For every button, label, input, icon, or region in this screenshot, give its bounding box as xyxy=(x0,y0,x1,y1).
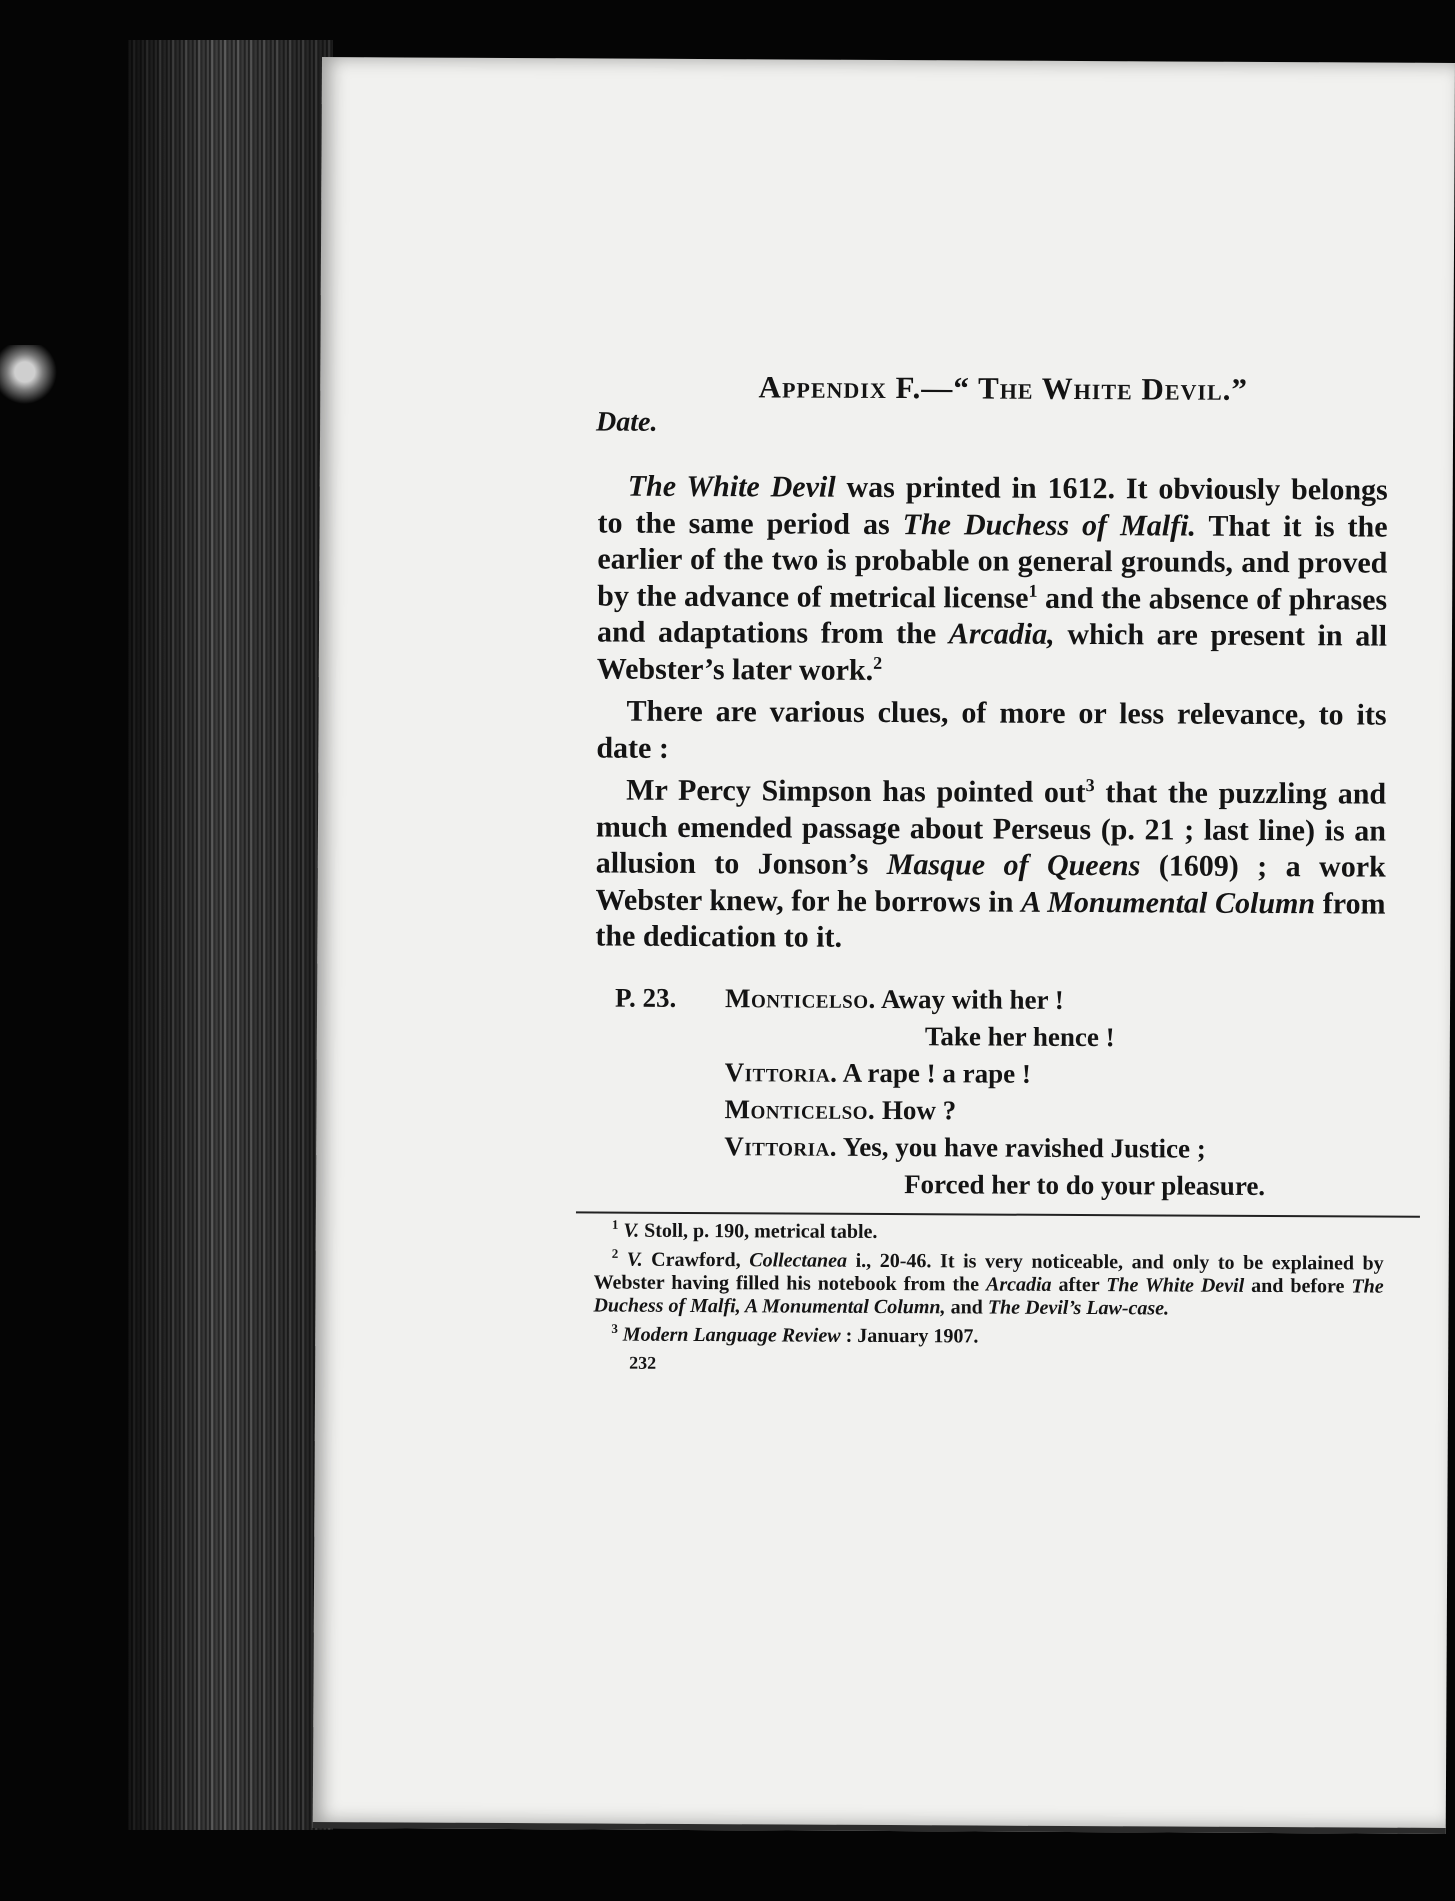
paragraph-1 xyxy=(597,468,1388,691)
verse-text: Forced her to do your pleasure. xyxy=(904,1168,1266,1201)
text-run: was printed in 1612. It obviously belongs to the same period as xyxy=(597,470,1388,541)
footnote-3 xyxy=(593,1320,1383,1350)
work-title: Arcadia, xyxy=(948,617,1055,651)
work-title: The Duchess of Malfi, A Monumental Column, xyxy=(593,1274,1384,1318)
work-title: The White Devil xyxy=(627,469,836,504)
text-run: i., 20-46. It is very noticeable, and only to be explained by Webster having filled his notebook from the xyxy=(593,1249,1384,1296)
speaker-name: Vittoria. xyxy=(724,1130,838,1162)
work-title: Masque of Queens xyxy=(886,848,1141,883)
verse-line xyxy=(595,979,1385,1020)
text-run: that the puzzling and much emended passage about Perseus (p. 21 ; last line) is an allusion to Jonson’s xyxy=(595,776,1387,882)
work-title: A Monumental Column xyxy=(1021,885,1316,920)
book-edge-shadow xyxy=(128,40,333,1830)
footnote-2 xyxy=(593,1245,1384,1321)
appendix-label: Appendix F.— xyxy=(758,369,954,406)
verse-line xyxy=(595,1016,1385,1057)
footnote-1 xyxy=(594,1216,1384,1246)
work-title: The Devil’s Law-case. xyxy=(987,1296,1170,1319)
footnote-ref-3: 3 xyxy=(1085,775,1095,796)
footnote-mark: 3 xyxy=(611,1320,618,1336)
footnote-ref-2: 2 xyxy=(873,652,883,673)
footnote-divider xyxy=(576,1211,1420,1217)
appendix-title: “ The White Devil.” xyxy=(953,370,1249,407)
text-run: V. xyxy=(623,1219,640,1242)
text-run: and the absence of phrases and adaptations from the xyxy=(596,581,1388,651)
text-run: which are present in all Webster’s later work. xyxy=(596,617,1388,687)
text-run: and xyxy=(945,1295,988,1319)
verse-text: Away with her ! xyxy=(875,983,1064,1015)
verse-line xyxy=(594,1090,1384,1131)
text-run: and before xyxy=(1244,1274,1352,1297)
text-run: That it is the earlier of the two is probable on general grounds, and proved by the advance of metrical license xyxy=(597,509,1388,615)
verse-line xyxy=(594,1127,1384,1168)
text-run: Crawford, xyxy=(642,1248,750,1271)
work-title: Collectanea xyxy=(749,1248,848,1272)
text-run: : January 1907. xyxy=(840,1324,979,1347)
section-heading: Date. xyxy=(596,406,658,438)
verse-text: Take her hence ! xyxy=(924,1020,1115,1052)
footnotes xyxy=(593,1216,1384,1350)
page-reference: P. 23. xyxy=(615,982,677,1013)
work-title: The White Devil xyxy=(1106,1273,1245,1297)
verse-text: A rape ! a rape ! xyxy=(837,1057,1032,1089)
verse-line xyxy=(594,1164,1384,1205)
work-title: Modern Language Review xyxy=(622,1323,841,1347)
work-title: The Duchess of Malfi. xyxy=(902,507,1197,543)
footnote-mark: 1 xyxy=(611,1216,619,1232)
speaker-name: Monticelso. xyxy=(724,1093,876,1125)
speaker-name: Monticelso. xyxy=(725,982,876,1014)
text-run: from the dedication to it. xyxy=(595,886,1386,954)
verse-quotation xyxy=(594,979,1385,1205)
scan-artifact xyxy=(0,345,62,405)
appendix-heading xyxy=(618,369,1388,409)
page-number: 232 xyxy=(629,1352,657,1373)
text-run: (1609) ; a work Webster knew, for he borrows in xyxy=(595,849,1386,919)
footnote-mark: 2 xyxy=(611,1245,619,1261)
work-title: Arcadia xyxy=(985,1273,1052,1296)
text-run: after xyxy=(1051,1273,1107,1296)
verse-text: Yes, you have ravished Justice ; xyxy=(836,1131,1206,1164)
verse-line xyxy=(595,1053,1385,1094)
paragraph-3 xyxy=(595,772,1386,959)
page-content xyxy=(593,368,1388,1377)
text-run: V. xyxy=(626,1248,643,1271)
book-page xyxy=(313,57,1455,1834)
text-run: Mr Percy Simpson has pointed out xyxy=(626,773,1086,810)
paragraph-2: There are various clues, of more or less relevance, to its date : xyxy=(596,694,1387,765)
text-run: Stoll, p. 190, metrical table. xyxy=(639,1219,878,1243)
footnote-ref-1: 1 xyxy=(1028,580,1038,601)
speaker-name: Vittoria. xyxy=(724,1056,838,1088)
verse-text: How ? xyxy=(875,1094,957,1125)
